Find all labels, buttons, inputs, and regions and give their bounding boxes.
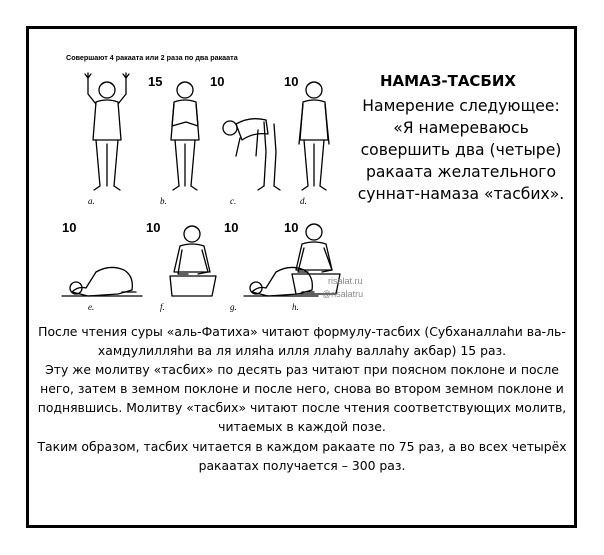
figure-f-jalsa xyxy=(170,226,216,296)
figure-a-takbir xyxy=(85,73,129,190)
count-f: 10 xyxy=(146,220,161,235)
paragraph-repetitions: Эту же молитву «тасбих» по десять раз читают при поясном поклоне и после него, затем в земном поклоне и после него, снова во втором земном поклоне и поднявшись. Молитву «тасбих» читают после чтения соответствующих молитв, читаемых в каждой позе. xyxy=(37,362,567,435)
instructions xyxy=(34,322,570,475)
watermark-site: risalat.ru xyxy=(328,276,363,286)
prayer-positions-illustration xyxy=(52,66,364,316)
count-b: 15 xyxy=(148,74,163,89)
count-h: 10 xyxy=(284,220,299,235)
intention-text: Намерение следующее: «Я намереваюсь совершить два (четыре) ракаата желательного суннат-намаза «тасбих». xyxy=(357,97,565,203)
count-d: 10 xyxy=(284,74,299,89)
page-title: НАМАЗ-ТАСБИХ xyxy=(380,72,516,90)
count-g: 10 xyxy=(224,220,239,235)
paragraph-fatiha: После чтения суры «аль-Фатиха» читают формулу-тасбих (Субханаллаhи ва-ль-хамдулилляhи ва ля иляhа илля ллаhу валлаhу акбар) 15 раз. xyxy=(38,324,566,359)
letter-f: f. xyxy=(160,302,165,312)
figure-d-itidal xyxy=(299,82,329,190)
watermark-handle: @risalatru xyxy=(322,289,364,299)
figure-b-qiyam xyxy=(171,82,199,190)
figure-e-sajda xyxy=(62,267,142,296)
letter-a: a. xyxy=(88,196,95,206)
caption: Совершают 4 ракаата или 2 раза по два ракаата xyxy=(66,53,238,62)
letter-c: c. xyxy=(230,196,237,206)
count-c: 10 xyxy=(210,74,225,89)
count-e: 10 xyxy=(62,220,77,235)
letter-e: e. xyxy=(88,302,95,312)
figure-c-ruku xyxy=(223,119,280,190)
paragraph-total: Таким образом, тасбих читается в каждом ракаате по 75 раз, а во всех четырёх ракаатах получается – 300 раз. xyxy=(37,438,567,473)
letter-d: d. xyxy=(300,196,307,206)
letter-g: g. xyxy=(230,302,237,312)
letter-b: b. xyxy=(160,196,167,206)
letter-h: h. xyxy=(292,302,299,312)
